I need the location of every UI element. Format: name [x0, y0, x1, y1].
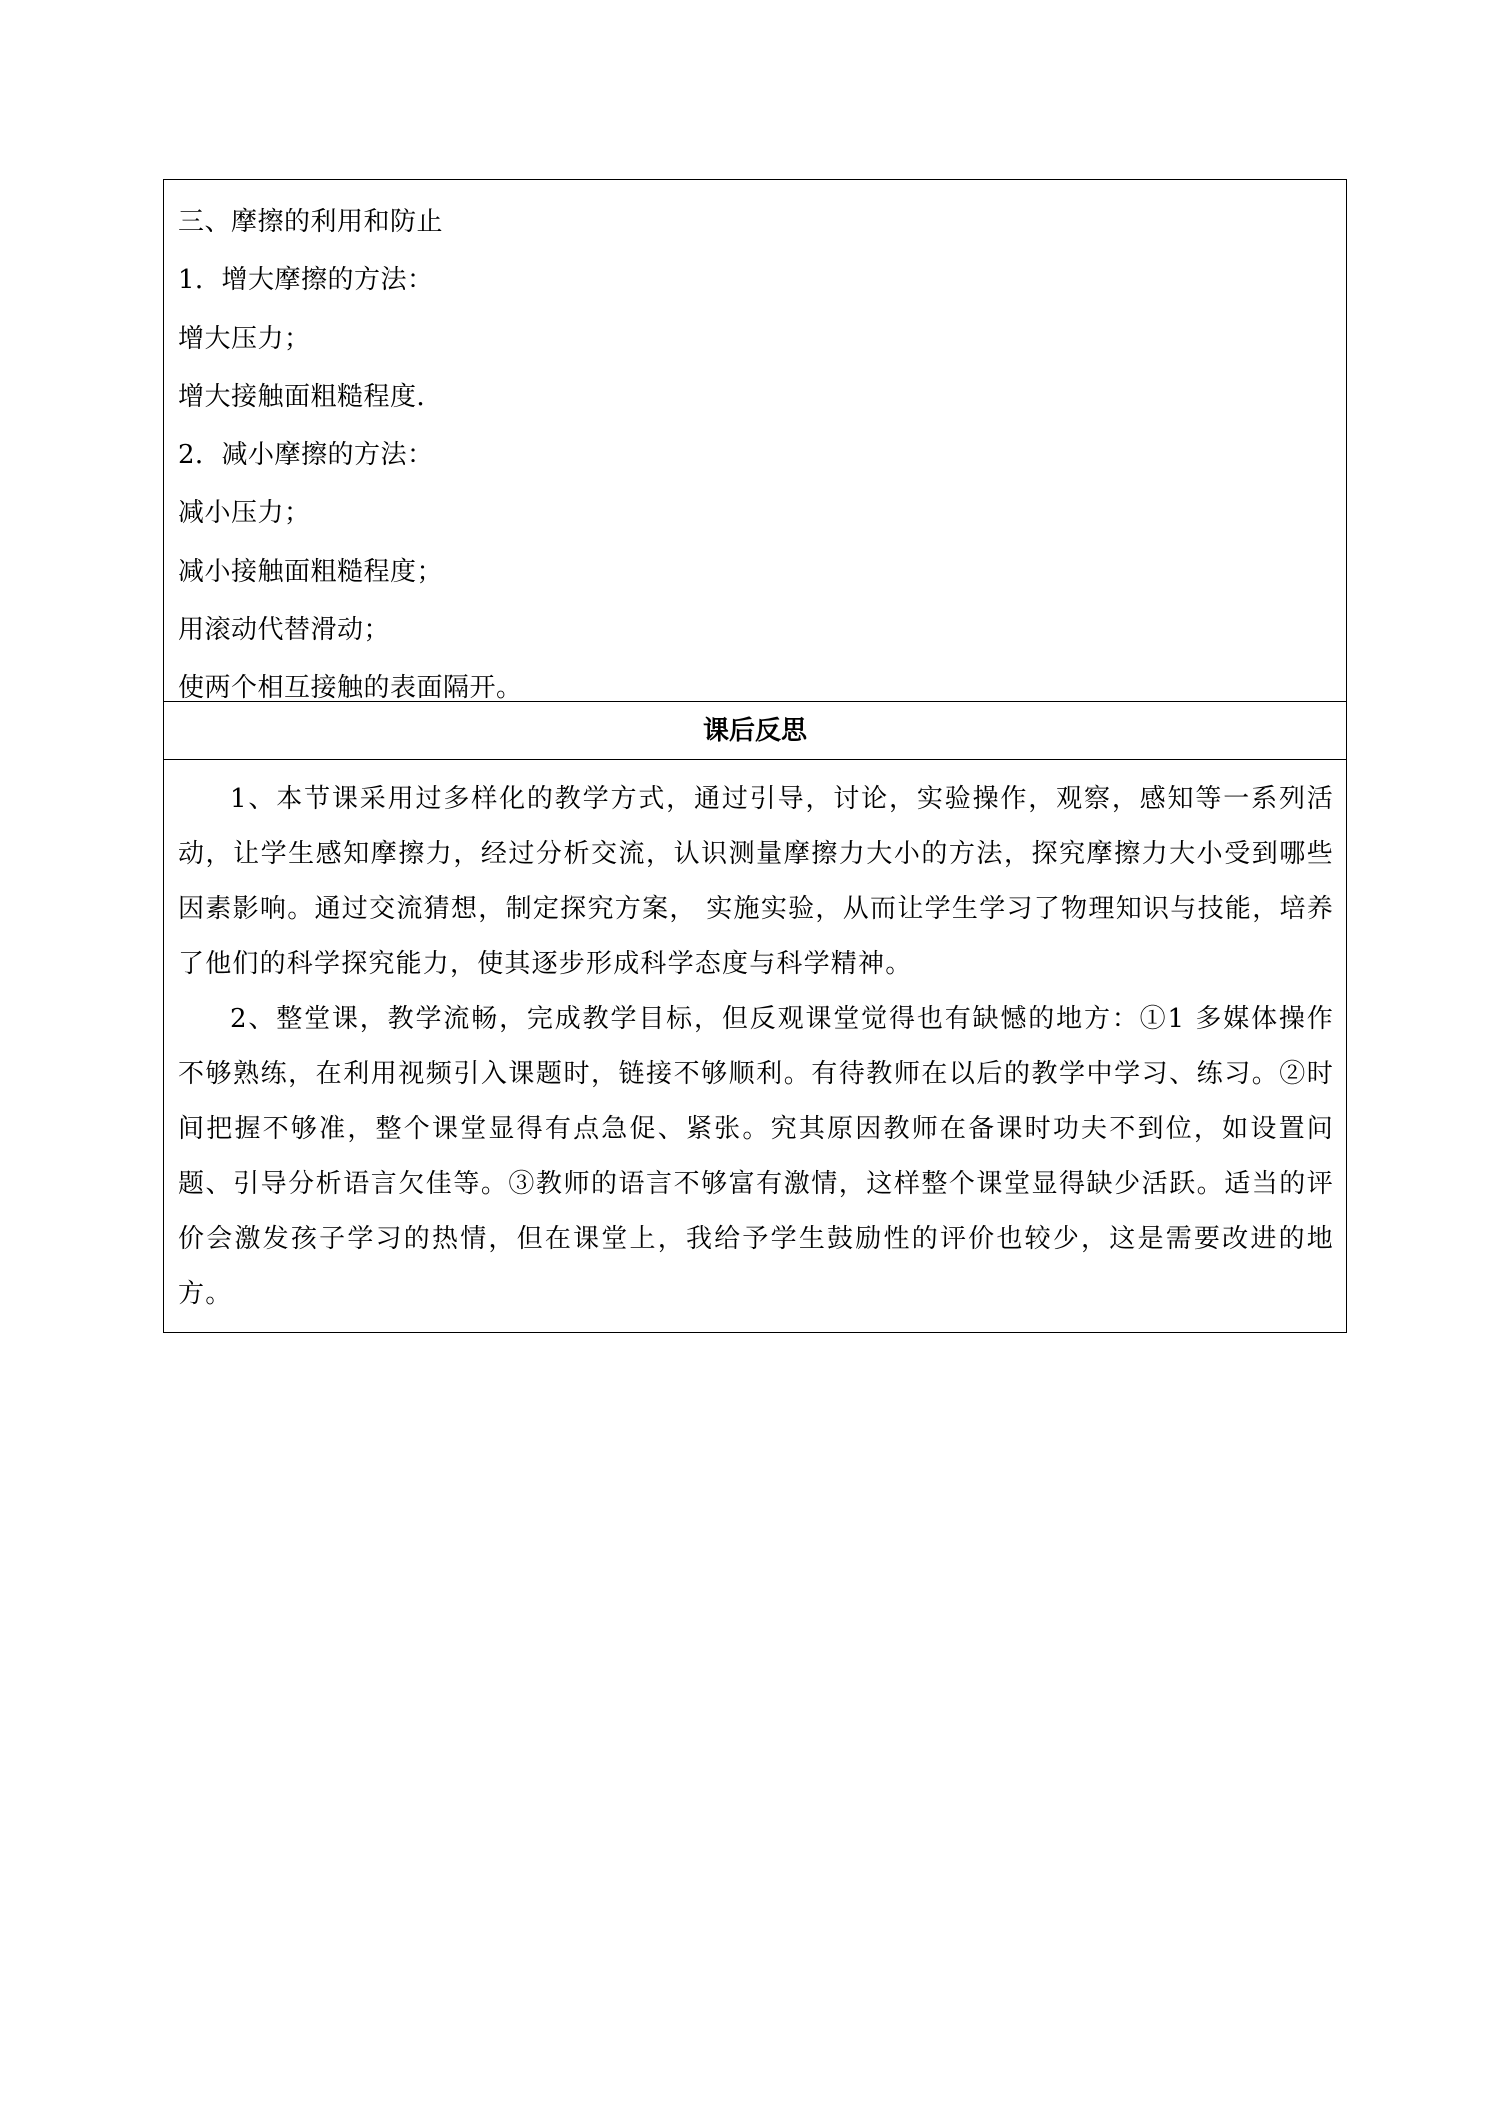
list-item: 减小接触面粗糙程度；: [178, 556, 444, 587]
list-item: 增大接触面粗糙程度．: [178, 381, 444, 412]
reflection-paragraph-2: 2、整堂课，教学流畅，完成教学目标，但反观课堂觉得也有缺憾的地方：①1 多媒体操作不够熟练，在利用视频引入课题时，链接不够顺利。有待教师在以后的教学中学习、练习。②时间把握不够准，整个课堂显得有点急促、紧张。究其原因教师在备课时功夫不到位，如设置问题、引导分析语言欠佳等。③教师的语言不够富有激情，这样整个课堂显得缺少活跃。适当的评价会激发孩子学习的热情，但在课堂上，我给予学生鼓励性的评价也较少，这是需要改进的地方。: [178, 1004, 1334, 1309]
increase-friction-title: 1．增大摩擦的方法：: [178, 265, 434, 296]
reflection-cell: [164, 760, 1346, 1332]
section-heading: 三、摩擦的利用和防止: [178, 207, 444, 237]
list-item: 使两个相互接触的表面隔开。: [178, 673, 523, 704]
list-item: 减小压力；: [178, 498, 311, 529]
friction-section-cell: [164, 180, 1346, 704]
list-item: 用滚动代替滑动；: [178, 615, 391, 646]
decrease-friction-title: 2．减小摩擦的方法：: [178, 440, 434, 471]
lesson-table: [163, 179, 1347, 1333]
reflection-header: 课后反思: [164, 701, 1346, 760]
list-item: 增大压力；: [178, 323, 311, 354]
reflection-paragraph-1: 1、本节课采用过多样化的教学方式，通过引导，讨论，实验操作，观察，感知等一系列活动，让学生感知摩擦力，经过分析交流，认识测量摩擦力大小的方法，探究摩擦力大小受到哪些因素影响。通过交流猜想，制定探究方案， 实施实验，从而让学生学习了物理知识与技能，培养了他们的科学探究能力，使其逐步形成科学态度与科学精神。: [178, 784, 1334, 979]
